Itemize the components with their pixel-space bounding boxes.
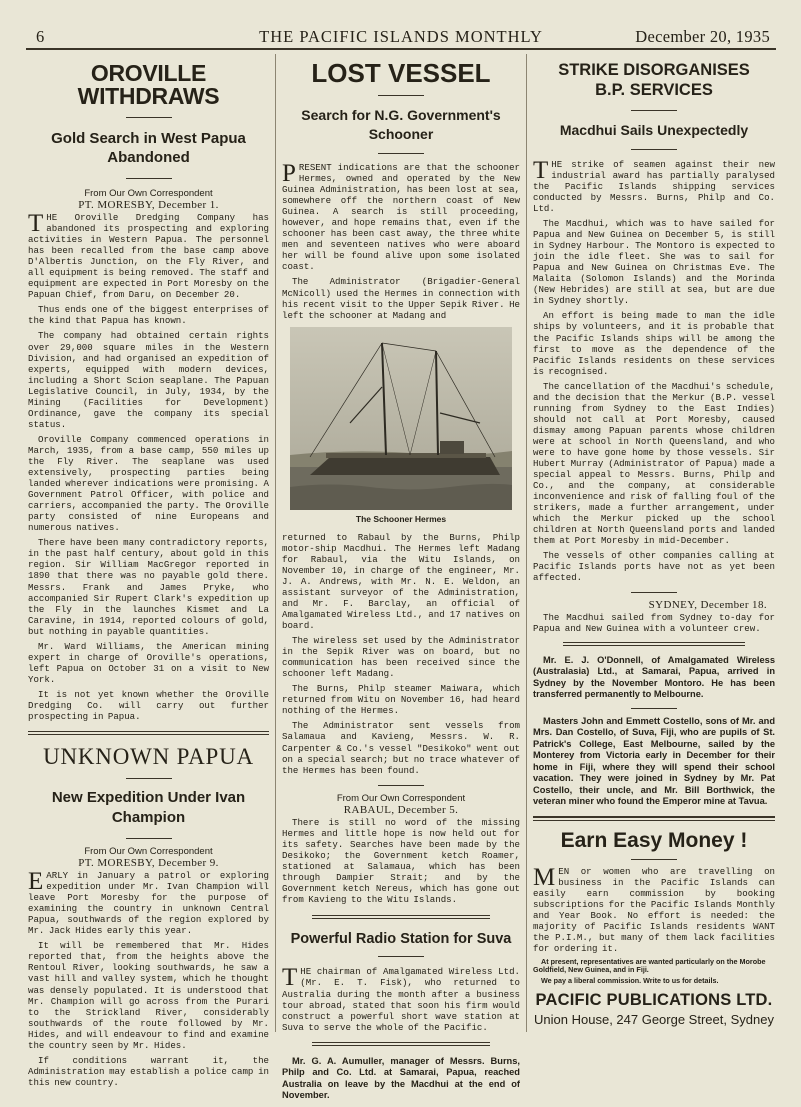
ad-small-print: At present, representatives are wanted particularly on the Morobe Goldfield, New Guinea, and in Fiji.	[533, 957, 766, 975]
dateline: PT. MORESBY, December 1.	[78, 199, 219, 211]
divider	[126, 838, 172, 839]
paragraph: THE chairman of Amalgamated Wireless Ltd. (Mr. E. T. Fisk), who returned to Australia during the month after a business tour abroad, stated that soon his firm would construct a powerful short wave station at Suva to serve the whole of the Pacific.	[282, 964, 520, 1033]
page-number: 6	[36, 27, 45, 46]
subhead-oroville: Gold Search in West Papua Abandoned	[51, 130, 246, 166]
paragraph: The Macdhui, which was to have sailed for Papua and New Guinea on December 5, is still in Sydney Harbour. The Montoro is expected to join the idle fleet. She was to sail for Papua and New Guinea on Christmas Eve. The Malaita (Solomon Islands) and the Morinda (New Hebrides) are still at sea, but are due in Sydney shortly.	[533, 218, 775, 307]
masthead	[26, 24, 776, 46]
subhead-strike: Macdhui Sails Unexpectedly	[559, 122, 749, 138]
section-rule	[563, 642, 745, 646]
paragraph: The Burns, Philp steamer Maiwara, which returned from Witu on November 16, had heard nothing of the Hermes.	[282, 683, 520, 717]
paragraph: The Administrator sent vessels from Salamaua and Kavieng, Messrs. W. R. Carpenter & Co.'s vessel "Desikoko" went out on a special search; but no trace whatever of the Hermes has been found.	[282, 720, 520, 776]
ad-small-print: We pay a liberal commission. Write to us for details.	[541, 975, 719, 985]
publication-title: THE PACIFIC ISLANDS MONTHLY	[259, 27, 543, 46]
divider	[378, 956, 424, 957]
headline-unknown-papua: UNKNOWN PAPUA	[43, 744, 254, 770]
article-lost-vessel	[282, 60, 520, 905]
section-rule	[28, 731, 269, 735]
paragraph: An effort is being made to man the idle ships by volunteers, and it is probable that the Pacific Islands ships will be among the first to move as the dependence of the Pacific Islands residents on these services is recognised.	[533, 310, 775, 377]
headline-oroville: OROVILLE WITHDRAWS	[77, 60, 220, 109]
ad-company: PACIFIC PUBLICATIONS LTD.	[535, 991, 773, 1010]
column-3	[533, 54, 775, 1027]
headline-strike	[533, 60, 775, 100]
paragraph: Mr. Ward Williams, the American mining expert in charge of Oroville's operations, left Papua on October 31 on a visit to New York.	[28, 640, 269, 685]
column-divider-1	[275, 54, 276, 1032]
article-radio	[282, 931, 520, 1102]
dateline: RABAUL, December 5.	[343, 803, 459, 816]
ad-body: MEN or women who are travelling on business in the Pacific Islands can easily earn commission by booking subscriptions for the Pacific Islands Monthly and Year Book. No effort is needed: the majority of Pacific Islands residents WANT the P.I.M., but many of them lack facilities for ordering it.	[533, 863, 775, 954]
divider	[126, 117, 172, 118]
paragraph: Thus ends one of the biggest enterprises of the kind that Papua has known.	[28, 304, 269, 327]
issue-date: December 20, 1935	[635, 27, 770, 46]
article-strike	[533, 60, 775, 808]
ad-headline: Earn Easy Money !	[560, 828, 748, 852]
divider	[378, 95, 424, 96]
divider	[378, 153, 424, 154]
section-rule	[312, 915, 490, 919]
subhead-lost-vessel: Search for N.G. Government's Schooner	[301, 107, 501, 142]
paragraph: The vessels of other companies calling at Pacific Islands ports have not as yet been affected.	[533, 550, 775, 584]
correspondent-credit: From Our Own Correspondent	[336, 792, 466, 804]
personal-note: Mr. E. J. O'Donnell, of Amalgamated Wireless (Australasia) Ltd., at Samarai, Papua, arrived in Sydney by the November Montoro. He has been transferred permanently to Melbourne.	[533, 654, 775, 700]
divider	[126, 778, 172, 779]
headline-strike-line-2: B.P. SERVICES	[595, 81, 713, 99]
paragraph: It is not yet known whether the Oroville Dredging Co. will carry out further prospecting in Papua.	[28, 688, 269, 723]
personal-note: Masters John and Emmett Costello, sons of Mr. and Mrs. Dan Costello, of Suva, Fiji, who are pupils of St. Patrick's College, East Melbourne, sailed by the Monterey from Victoria early in December for their home in Fiji, where they will spend their school vacation. They were joined in Sydney by Mr. Pat Costello, their uncle, and Mr. Bill Borthwick, the veteran miner who found the Emperor mine at Tavua.	[533, 715, 775, 807]
divider	[631, 149, 677, 150]
advertisement	[533, 829, 775, 1028]
dateline: SYDNEY, December 18.	[648, 598, 767, 611]
paragraph: THE Oroville Dredging Company has abandoned its prospecting and exploring activities in Western Papua. The personnel has been recalled from the base camp above D'Albertis Junction, on the Fly River, and all equipment is being removed. The staff and equipment are expected in Port Moresby on the Papuan Chief, from Daru, on December 20.	[28, 210, 269, 301]
divider	[631, 110, 677, 111]
paragraph: There is still no word of the missing Hermes and little hope is now held out for its safety. Searches have been made by the Desikoko; the Government ketch Roamer, stationed at Salamaua, which has been through Dampier Strait; and by the Government ketch Nereus, which has gone out from Kavieng to the Witu Islands.	[282, 816, 520, 905]
headline-radio: Powerful Radio Station for Suva	[290, 931, 512, 948]
dateline: PT. MORESBY, December 9.	[78, 857, 219, 870]
paragraph: The wireless set used by the Administrator in the Sepik River was on board, but no communication has been received since the schooner left Madang.	[282, 635, 520, 680]
masthead-rule	[26, 48, 776, 50]
paragraph: PRESENT indications are that the schooner Hermes, owned and operated by the New Guinea Administration, has been lost at sea, somewhere off the northern coast of New Guinea. A search is still proceeding, however, and hope remains that, even if the schooner has been cast away, the three white men and seventeen natives who were aboard her will be found alive upon some isolated coast.	[282, 160, 520, 273]
subhead-unknown-papua: New Expedition Under Ivan Champion	[51, 789, 246, 827]
paragraph: THE strike of seamen against their new industrial award has partially paralysed the Pacific Islands shipping services conducted by Messrs. Burns, Philp and Co. Ltd.	[533, 156, 775, 214]
paragraph: Oroville Company commenced operations in March, 1935, from a base camp, 550 miles up the Fly River. The seaplane was used extensively, prospecting parties being landed wherever indications were promising. A Government Patrol Officer, with police and carriers, accompanied the party. The Oroville party consisted of nine Europeans and numerous natives.	[28, 433, 269, 534]
divider	[126, 178, 172, 179]
divider	[631, 592, 677, 593]
paragraph: The cancellation of the Macdhui's schedule, and the decision that the Merkur (B.P. vessel running from Sydney to the East Indies) should not call at Port Moresby, caused dismay among Papuan parents whose children were at school in North Queensland, and who were to have gone home by those vessels. Sir Hubert Murray (Administrator of Papua) made a special appeal to Messrs. Burns, Philp and Co., and the company, at considerable inconvenience and risk of falling foul of the strikers, made a further arrangement, under which the Merkur picked up the school children at North Queensland ports and landed them at Port Moresby in mid-December.	[533, 380, 775, 547]
paragraph: returned to Rabaul by the Burns, Philp motor-ship Macdhui. The Hermes left Madang for Rabaul, via the Witu Islands, on November 10, in charge of the engineer, Mr. J. A. Andrews, with Mr. N. E. Weldon, an assistant surveyor of the Administration, and Mr. F. Barclay, an official of Amalgamated Wireless Ltd., and 17 natives on board.	[282, 531, 520, 632]
article-oroville	[28, 62, 269, 722]
headline-strike-line-1: STRIKE DISORGANISES	[558, 61, 750, 79]
divider	[631, 708, 677, 709]
correspondent-credit: From Our Own Correspondent	[84, 846, 213, 858]
paragraph: The Administrator (Brigadier-General McNicoll) used the Hermes in connection with his recent visit to the Upper Sepik River. He left the schooner at Madang and	[282, 276, 520, 321]
schooner-photo	[290, 327, 512, 510]
article-unknown-papua	[28, 745, 269, 1088]
column-2	[282, 54, 520, 1107]
section-rule	[312, 1042, 490, 1046]
section-rule	[533, 816, 775, 821]
paragraph: It will be remembered that Mr. Hides reported that, from the heights above the Rentoul River, looking southwards, he saw a vast hill and valley system, which he thought was densely populated. It is understood that Mr. Champion will go across from the Purari to the Strickland River, considerably southwards of the route followed by Mr. Hides, and will endeavour to find and examine the country seen by Mr. Hides.	[28, 940, 269, 1051]
paragraph: If conditions warrant it, the Administration may establish a police camp in this new country.	[28, 1054, 269, 1088]
photo-caption: The Schooner Hermes	[355, 513, 447, 524]
personal-note: Mr. G. A. Aumuller, manager of Messrs. Burns, Philp and Co. Ltd. at Samarai, Papua, reached Australia on leave by the Macdhui at the end of November.	[282, 1055, 520, 1101]
column-1	[28, 54, 269, 1092]
paragraph: EARLY in January a patrol or exploring expedition under Mr. Ivan Champion will leave Port Moresby for the purpose of examining the country in unknown Central Papua, southwards of the region explored by Mr. Jack Hides early this year.	[28, 868, 269, 937]
divider	[631, 859, 677, 860]
column-divider-2	[526, 54, 527, 1032]
divider	[378, 785, 424, 786]
paragraph: The company had obtained certain rights over 29,000 square miles in the Western Division, and had organised an expedition of experts, equipped with modern devices, including a Short Scion seaplane. The Papuan Legislative Council, in July, 1934, by the Mining (Facilities for Development) Ordinance, gave the company its special status.	[28, 330, 269, 430]
ad-address: Union House, 247 George Street, Sydney	[534, 1012, 774, 1028]
paragraph: There have been many contradictory reports, in the past half century, about gold in this region. Sir William MacGregor reported in 1890 that there was no payable gold there. Messrs. Frank and James Pryke, who accompanied Sir Rupert Clark's expedition up the Fly in the launches Kismet and La Caravine, in 1914, reported colours of gold, but nothing in payable quantities.	[28, 537, 269, 637]
paragraph: The Macdhui sailed from Sydney to-day for Papua and New Guinea with a volunteer crew.	[533, 611, 775, 634]
correspondent-credit: From Our Own Correspondent	[84, 188, 213, 199]
headline-lost-vessel: LOST VESSEL	[311, 58, 491, 88]
